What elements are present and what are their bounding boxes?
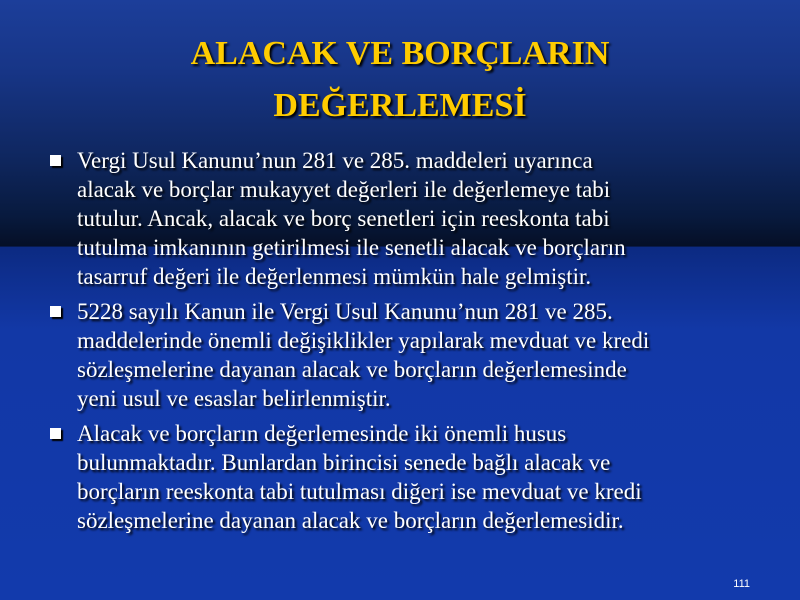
slide-title-line-1: ALACAK VE BORÇLARIN <box>190 35 610 72</box>
bullet-text-2 <box>77 297 764 413</box>
bullet-3-line-3: borçların reeskonta tabi tutulması diğeri ise mevduat ve kredi <box>77 479 642 504</box>
square-bullet-icon <box>50 306 61 317</box>
bullet-3-line-2: bulunmaktadır. Bunlardan birincisi senede bağlı alacak ve <box>77 450 611 475</box>
bullet-1-line-1: Vergi Usul Kanunu’nun 281 ve 285. maddeleri uyarınca <box>77 148 593 173</box>
bullet-2-line-1: 5228 sayılı Kanun ile Vergi Usul Kanunu’nun 281 ve 285. <box>77 299 613 324</box>
square-bullet-icon <box>50 428 61 439</box>
bullet-1-line-3: tutulur. Ancak, alacak ve borç senetleri için reeskonta tabi <box>77 206 610 231</box>
page-number: 111 <box>733 578 750 590</box>
bullet-text-3 <box>77 419 764 535</box>
bullet-3-line-4: sözleşmelerine dayanan alacak ve borçların değerlemesidir. <box>77 508 624 533</box>
slide-title <box>0 28 800 132</box>
square-bullet-icon <box>50 155 61 166</box>
bullet-1-line-4: tutulma imkanının getirilmesi ile senetli alacak ve borçların <box>77 235 626 260</box>
slide-title-line-2: DEĞERLEMESİ <box>273 87 527 124</box>
bullet-list <box>44 146 764 541</box>
bullet-1-line-5: tasarruf değeri ile değerlenmesi mümkün hale gelmiştir. <box>77 264 592 289</box>
bullet-text-1 <box>77 146 764 291</box>
bullet-2-line-4: yeni usul ve esaslar belirlenmiştir. <box>77 386 391 411</box>
bullet-item-3 <box>44 419 764 535</box>
bullet-2-line-3: sözleşmelerine dayanan alacak ve borçların değerlemesinde <box>77 357 627 382</box>
bullet-1-line-2: alacak ve borçlar mukayyet değerleri ile değerlemeye tabi <box>77 177 611 202</box>
bullet-2-line-2: maddelerinde önemli değişiklikler yapılarak mevduat ve kredi <box>77 328 650 353</box>
bullet-item-1 <box>44 146 764 291</box>
bullet-item-2 <box>44 297 764 413</box>
bullet-3-line-1: Alacak ve borçların değerlemesinde iki önemli husus <box>77 421 567 446</box>
